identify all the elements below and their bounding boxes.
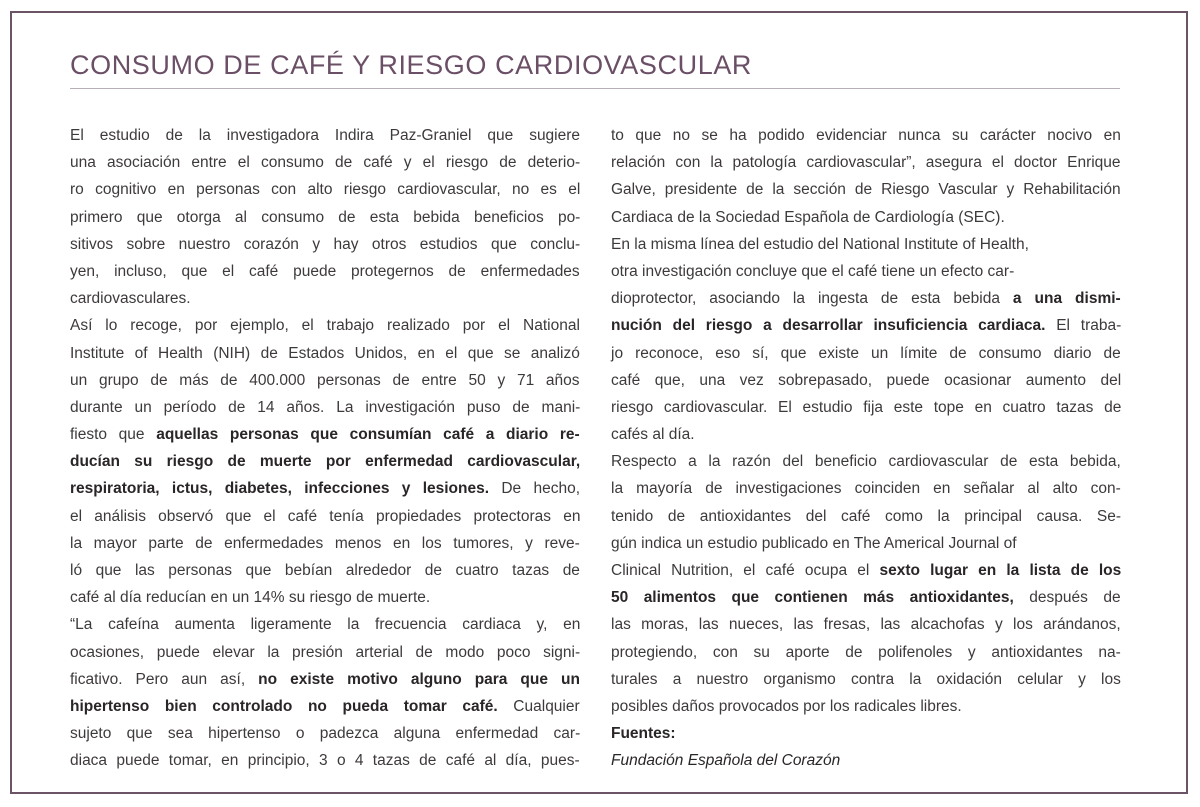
text-segment: café que, una vez sobrepasado, puede ocasionar aumento del [611,371,1122,389]
text-line [611,421,1121,448]
bold-text: aquellas personas que consumían café a diario re- [156,426,580,444]
text-line [70,258,580,285]
text-segment: las moras, las nueces, las fresas, las alcachofas y los arándanos, [611,616,1121,634]
text-segment: ficativo. Pero aun así, [70,670,259,688]
text-segment: ocasiones, puede elevar la presión arterial de modo poco signi- [70,643,581,661]
text-line [70,448,580,475]
text-line [611,258,1121,285]
text-line [70,557,580,584]
sources-heading: Fuentes: [611,725,676,743]
text-line [70,421,580,448]
text-line [70,231,580,258]
text-segment: un grupo de más de 400.000 personas de entre 50 y 71 años [70,371,580,389]
text-line [611,611,1121,638]
text-line [611,367,1121,394]
text-line [70,693,580,720]
text-line [611,176,1121,203]
text-line [611,666,1121,693]
text-line [70,367,580,394]
text-segment: una asociación entre el consumo de café y el riesgo de deterio- [70,154,581,172]
text-line [611,149,1121,176]
text-segment: Cardiaca de la Sociedad Española de Cardiología (SEC). [611,208,1005,226]
text-line [611,584,1121,611]
text-segment: gún indica un estudio publicado en The Americal Journal of [611,534,1017,552]
text-segment: la mayor parte de enfermedades menos en los tumores, y reve- [70,534,580,552]
text-line [70,394,580,421]
text-line [70,122,580,149]
text-line [70,584,580,611]
text-segment: posibles daños provocados por los radicales libres. [611,697,962,715]
text-segment: después de [1013,589,1121,607]
bold-text: a una dismi- [1012,290,1121,308]
text-line [70,176,580,203]
text-line [70,720,580,747]
bold-text: no existe motivo alguno para que un [258,670,580,688]
bold-text: hipertenso bien controlado no pueda tomar café. [70,697,498,715]
text-segment: café al día reducían en un 14% su riesgo de muerte. [70,589,431,607]
text-line [70,312,580,339]
text-segment: riesgo cardiovascular. El estudio fija este tope en cuatro tazas de [611,398,1122,416]
text-line [611,394,1121,421]
text-segment: Galve, presidente de la sección de Riesgo Vascular y Rehabilitación [611,181,1121,199]
text-line [70,530,580,557]
text-line [611,693,1121,720]
text-line [611,122,1121,149]
text-line [611,285,1121,312]
text-segment: sujeto que sea hipertenso o padezca alguna enfermedad car- [70,725,581,743]
text-segment: la mayoría de investigaciones coinciden en señalar al alto con- [611,480,1121,498]
text-line [70,340,580,367]
text-segment: jo reconoce, eso sí, que existe un límite de consumo diario de [611,344,1121,362]
text-segment: Institute of Health (NIH) de Estados Unidos, en el que se analizó [70,344,580,362]
text-segment: turales a nuestro organismo contra la oxidación celular y los [611,670,1121,688]
text-line [70,666,580,693]
text-line [70,611,580,638]
text-segment: Así lo recoge, por ejemplo, el trabajo realizado por el National [70,317,580,335]
left-column [70,122,580,775]
text-segment: yen, incluso, que el café puede protegernos de enfermedades [70,262,580,280]
text-line [70,149,580,176]
bold-text: 50 alimentos que contienen más antioxidantes, [611,589,1014,607]
text-segment: El estudio de la investigadora Indira Paz-Graniel que sugiere [70,127,581,144]
text-segment: fiesto que [70,426,157,444]
bold-text: ducían su riesgo de muerte por enfermedad cardiovascular, [70,453,581,471]
text-segment: diaca puede tomar, en principio, 3 o 4 tazas de café al día, pues- [70,752,580,770]
bold-text: nución del riesgo a desarrollar insuficiencia cardiaca. [611,317,1046,335]
text-line [611,557,1121,584]
text-line [70,285,580,312]
text-line [611,340,1121,367]
text-segment: tenido de antioxidantes del café como la principal causa. Se- [611,507,1122,525]
text-line [70,747,580,774]
text-line [70,639,580,666]
text-line [70,475,580,502]
right-column-body [611,122,1121,720]
text-segment: “La cafeína aumenta ligeramente la frecuencia cardiaca y, en [70,616,581,634]
text-line [611,231,1121,258]
text-segment: ro cognitivo en personas con alto riesgo cardiovascular, no es el [70,181,581,199]
text-line [611,639,1121,666]
text-line [70,204,580,231]
text-segment: ló que las personas que bebían alrededor de cuatro tazas de [70,562,580,579]
text-segment: En la misma línea del estudio del National Institute of Health, [611,235,1029,253]
bold-text: respiratoria, ictus, diabetes, infecciones y lesiones. [70,480,490,498]
text-segment: De hecho, [489,480,581,498]
source-item: Fundación Española del Corazón [611,752,841,770]
text-segment: protegiendo, con su aporte de polifenoles y antioxidantes na- [611,643,1121,661]
text-segment: durante un período de 14 años. La investigación puso de mani- [70,398,581,416]
text-segment: Respecto a la razón del beneficio cardiovascular de esta bebida, [611,453,1121,471]
text-segment: otra investigación concluye que el café tiene un efecto car- [611,262,1015,280]
title-divider [70,88,1120,89]
bold-text: sexto lugar en la lista de los [879,562,1122,579]
article-title: CONSUMO DE CAFÉ Y RIESGO CARDIOVASCULAR [70,50,753,80]
text-segment: Cualquier [497,697,580,715]
text-line [611,503,1121,530]
text-segment: Clinical Nutrition, el café ocupa el [611,562,880,579]
text-segment: to que no se ha podido evidenciar nunca su carácter nocivo en [611,127,1121,144]
text-segment: sitivos sobre nuestro corazón y hay otros estudios que conclu- [70,235,581,253]
text-segment: cafés al día. [611,426,695,444]
text-segment: el análisis observó que el café tenía propiedades protectoras en [70,507,581,525]
text-segment: relación con la patología cardiovascular”, asegura el doctor Enrique [611,154,1121,172]
text-segment: cardiovasculares. [70,290,191,308]
text-segment: dioprotector, asociando la ingesta de esta bebida [611,290,1013,308]
text-line [611,530,1121,557]
text-line [611,448,1121,475]
text-segment: primero que otorga al consumo de esta bebida beneficios po- [70,208,581,226]
text-line [611,475,1121,502]
text-line [611,312,1121,339]
text-line [611,204,1121,231]
text-line [70,503,580,530]
right-column [611,122,1121,775]
text-segment: El traba- [1045,317,1122,335]
